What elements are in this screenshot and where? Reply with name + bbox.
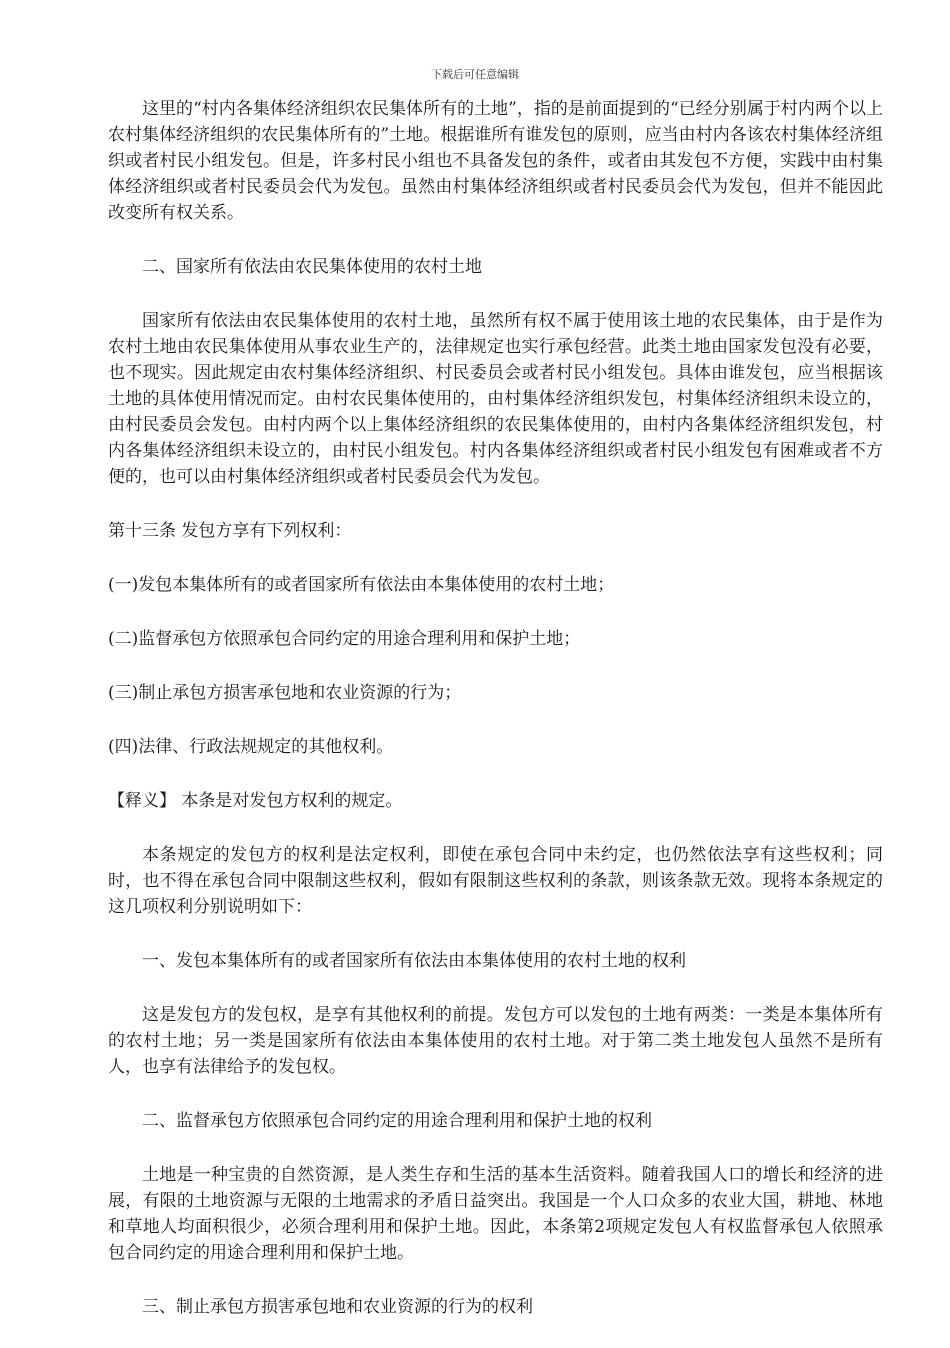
list-item: (三)制止承包方损害承包地和农业资源的行为； [108, 683, 462, 703]
article-heading: 第十三条 发包方享有下列权利： [108, 521, 352, 541]
paragraph: 这是发包方的发包权，是享有其他权利的前提。发包方可以发包的土地有两类：一类是本集体所有的农村土地；另一类是国家所有依法由本集体使用的农村土地。对于第二类土地发包人虽然不是所有人，也享有法律给予的发包权。 [108, 1005, 883, 1077]
paragraph: 土地是一种宝贵的自然资源，是人类生存和生活的基本生活资料。随着我国人口的增长和经济的进展，有限的土地资源与无限的土地需求的矛盾日益突出。我国是一个人口众多的农业大国，耕地、林地和草地人均面积很少，必须合理利用和保护土地。因此，本条第2项规定发包人有权监督承包人依照承包合同约定的用途合理利用和保护土地。 [108, 1165, 883, 1263]
page-header-note: 下载后可任意编辑 [431, 68, 519, 81]
paragraph: 本条规定的发包方的权利是法定权利，即使在承包合同中未约定，也仍然依法享有这些权利；同时，也不得在承包合同中限制这些权利，假如有限制这些权利的条款，则该条款无效。现将本条规定的这几项权利分别说明如下： [108, 845, 883, 917]
list-item: (二)监督承包方依照承包合同约定的用途合理利用和保护土地； [108, 629, 581, 649]
section-heading: 一、发包本集体所有的或者国家所有依法由本集体使用的农村土地的权利 [142, 951, 686, 971]
interpretation-heading: 【释义】 本条是对发包方权利的规定。 [108, 791, 403, 811]
section-heading: 二、监督承包方依照承包合同约定的用途合理利用和保护土地的权利 [142, 1111, 652, 1131]
paragraph: 国家所有依法由农民集体使用的农村土地，虽然所有权不属于使用该土地的农民集体，由于是作为农村土地由农民集体使用从事农业生产的，法律规定也实行承包经营。此类土地由国家发包没有必要，也不现实。因此规定由农村集体经济组织、村民委员会或者村民小组发包。具体由谁发包，应当根据该土地的具体使用情况而定。由村农民集体使用的，由村集体经济组织发包，村集体经济组织未设立的，由村民委员会发包。由村内两个以上集体经济组织的农民集体使用的，由村内各集体经济组织发包，村内各集体经济组织未设立的，由村民小组发包。村内各集体经济组织或者村民小组发包有困难或者不方便的，也可以由村集体经济组织或者村民委员会代为发包。 [108, 311, 883, 487]
document-body [108, 96, 883, 1348]
section-heading: 二、国家所有依法由农民集体使用的农村土地 [142, 257, 482, 277]
list-item: (四)法律、行政法规规定的其他权利。 [108, 737, 394, 757]
section-heading: 三、制止承包方损害承包地和农业资源的行为的权利 [142, 1297, 533, 1317]
paragraph: 这里的“村内各集体经济组织农民集体所有的土地”，指的是前面提到的“已经分别属于村内两个以上农村集体经济组织的农民集体所有的”土地。根据谁所有谁发包的原则，应当由村内各该农村集体经济组织或者村民小组发包。但是，许多村民小组也不具备发包的条件，或者由其发包不方便，实践中由村集体经济组织或者村民委员会代为发包。虽然由村集体经济组织或者村民委员会代为发包，但并不能因此改变所有权关系。 [108, 99, 883, 223]
list-item: (一)发包本集体所有的或者国家所有依法由本集体使用的农村土地； [108, 575, 615, 595]
